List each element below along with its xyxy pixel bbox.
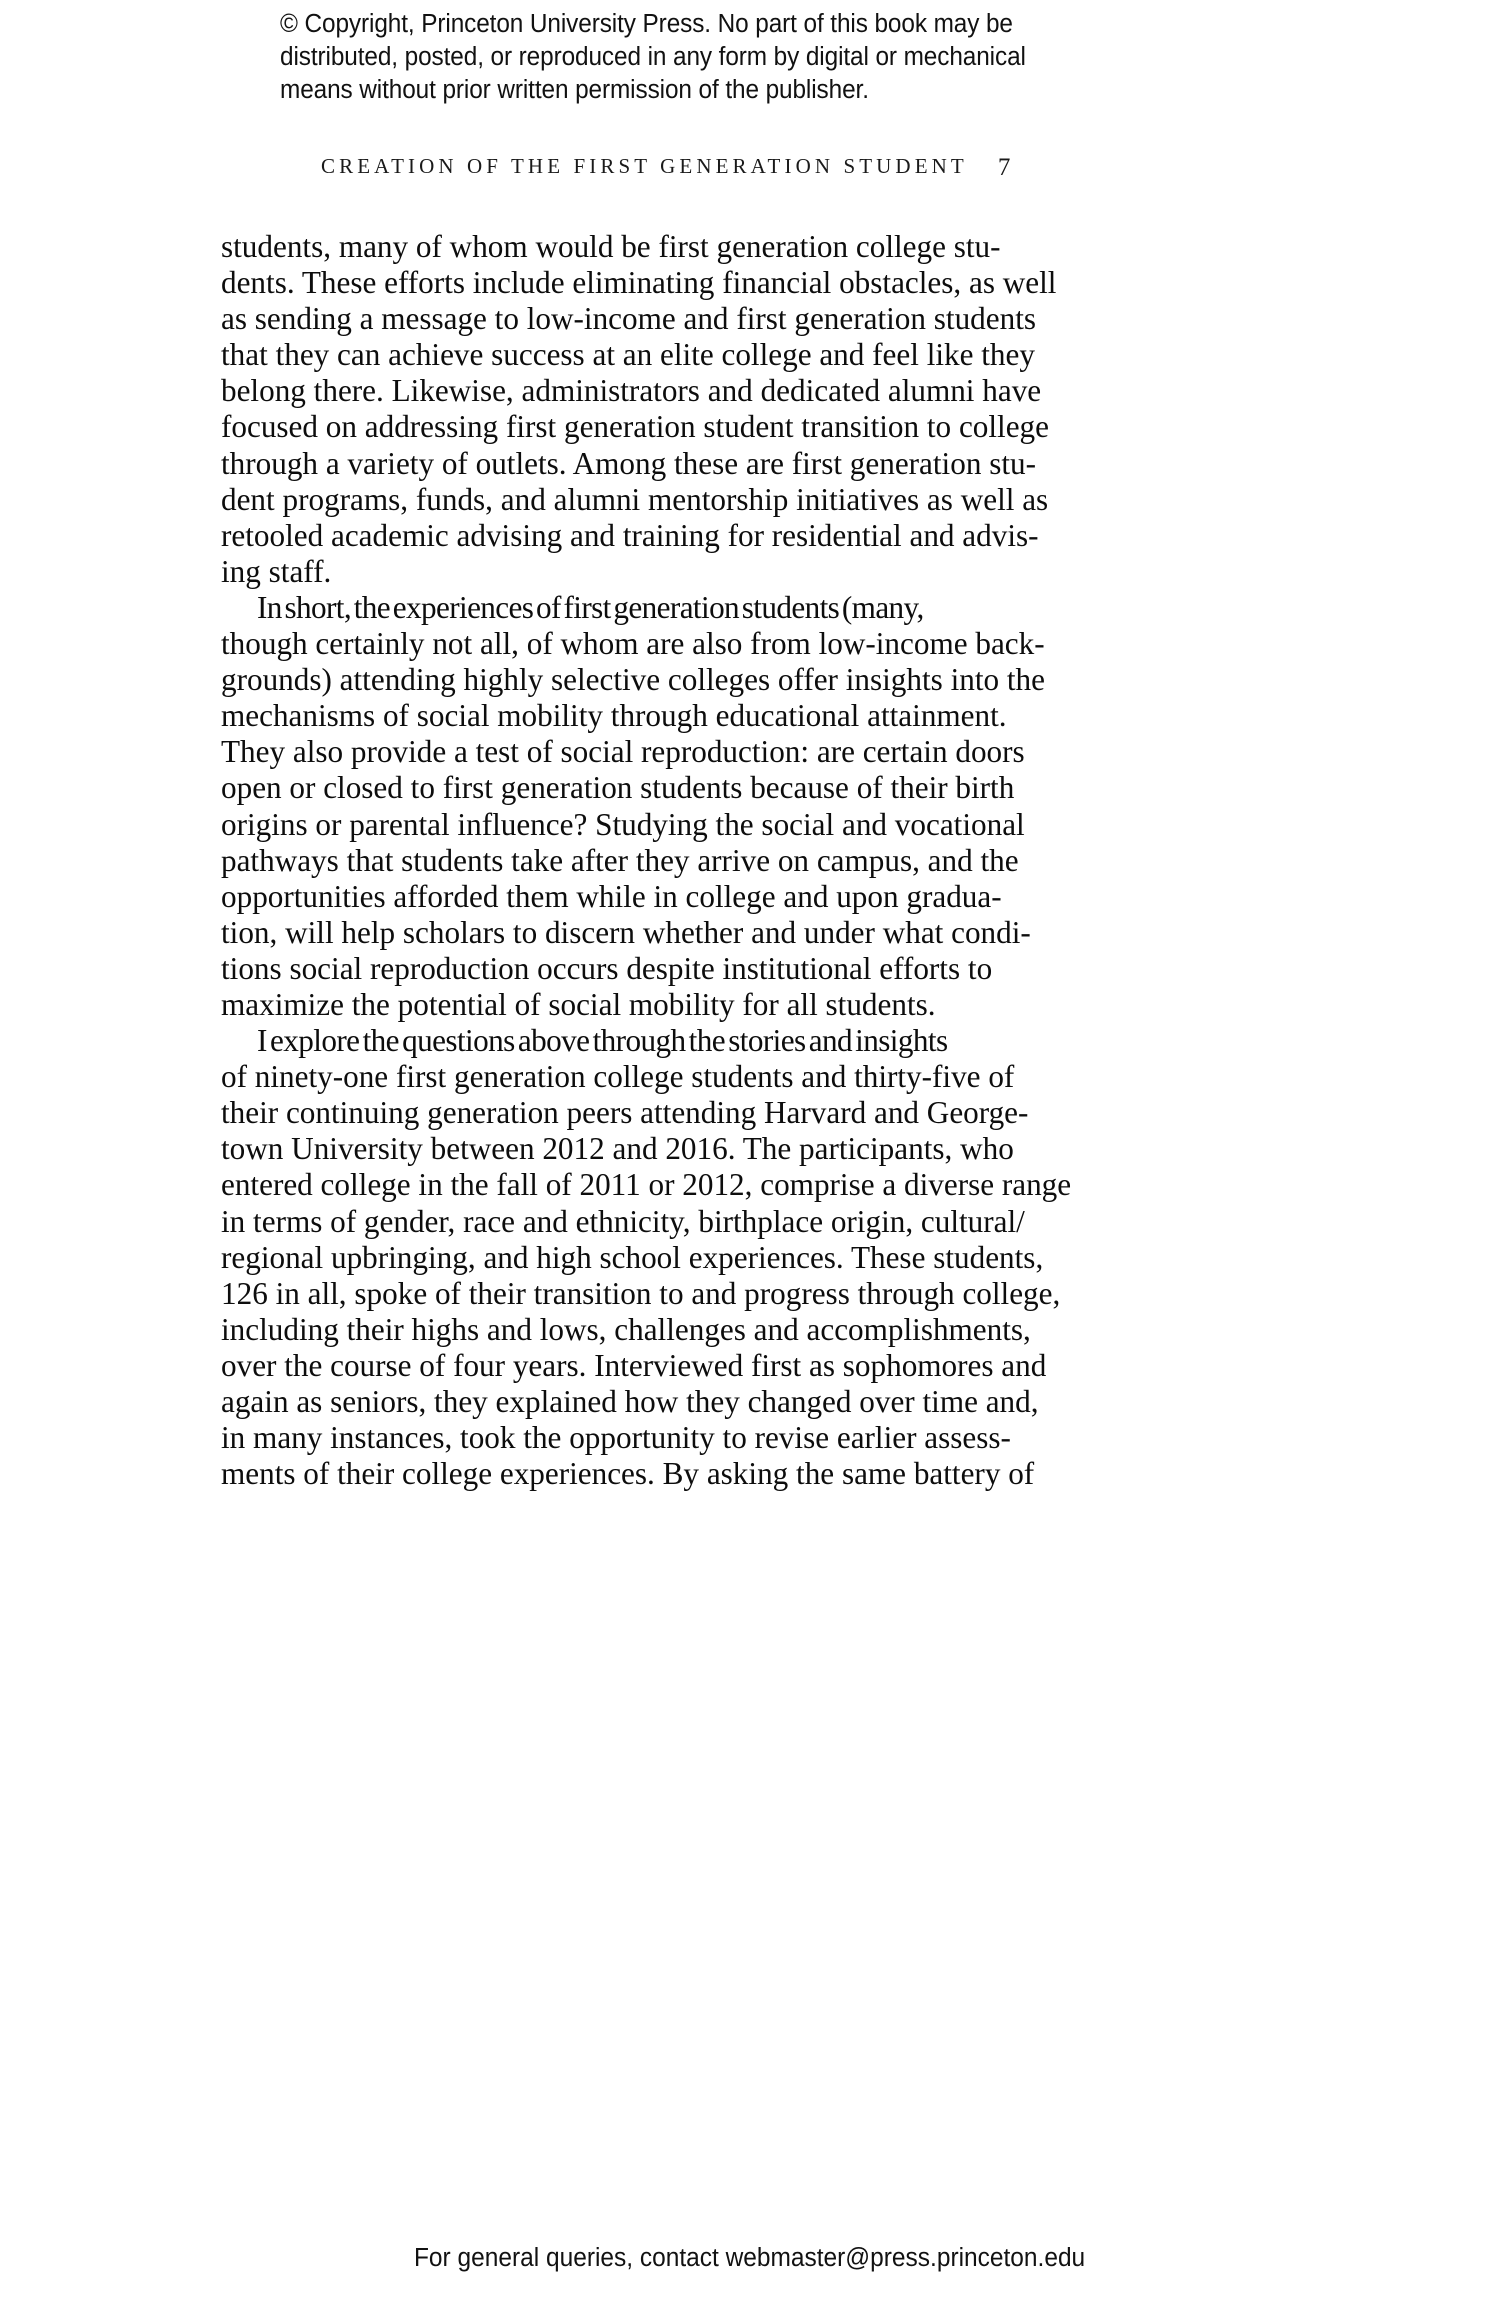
copyright-notice-line-1: © Copyright, Princeton University Press. No part of this book may be	[280, 10, 1013, 38]
text-line: tions social reproduction occurs despite institutional efforts to	[221, 950, 993, 986]
text-line: tion, will help scholars to discern whether and under what condi-	[221, 914, 1031, 950]
text-line: entered college in the fall of 2011 or 2012, comprise a diverse range	[221, 1167, 1072, 1203]
text-line: dent programs, funds, and alumni mentorship initiatives as well as	[221, 481, 1049, 517]
text-line: town University between 2012 and 2016. The participants, who	[221, 1131, 1014, 1167]
text-line: In short, the experiences of first generation students (many,	[257, 589, 924, 625]
footer-notice	[0, 2244, 1500, 2273]
copyright-notice	[280, 8, 1168, 107]
text-line: through a variety of outlets. Among these are first generation stu-	[221, 445, 1036, 481]
text-line: over the course of four years. Interviewed first as sophomores and	[221, 1347, 1047, 1383]
copyright-notice-line-2: distributed, posted, or reproduced in any form by digital or mechanical	[280, 43, 1026, 71]
text-line: open or closed to first generation students because of their birth	[221, 770, 1015, 806]
text-line: students, many of whom would be first generation college stu-	[221, 229, 1001, 264]
text-line: that they can achieve success at an elite college and feel like they	[221, 337, 1035, 373]
text-line: retooled academic advising and training for residential and advis-	[221, 517, 1039, 553]
page-number: 7	[997, 154, 1011, 181]
text-line: opportunities afforded them while in college and upon gradua-	[221, 878, 1002, 914]
text-line: dents. These efforts include eliminating financial obstacles, as well	[221, 265, 1057, 301]
paragraph-3	[221, 1023, 1274, 1492]
text-line: mechanisms of social mobility through educational attainment.	[221, 698, 1007, 734]
text-line: in terms of gender, race and ethnicity, birthplace origin, cultural/	[221, 1203, 1025, 1239]
text-line: their continuing generation peers attending Harvard and George-	[221, 1095, 1029, 1131]
text-line: origins or parental influence? Studying the social and vocational	[221, 806, 1025, 842]
text-line: including their highs and lows, challenges and accomplishments,	[221, 1311, 1031, 1347]
text-line: maximize the potential of social mobility for all students.	[221, 986, 936, 1022]
text-line: though certainly not all, of whom are also from low-income back-	[221, 626, 1045, 662]
text-line: pathways that students take after they arrive on campus, and the	[221, 842, 1019, 878]
running-head-title: CREATION OF THE FIRST GENERATION STUDENT	[321, 154, 968, 178]
body-text	[221, 229, 1274, 1492]
text-line: I explore the questions above through the stories and insights	[257, 1023, 948, 1059]
text-line: They also provide a test of social reproduction: are certain doors	[221, 734, 1025, 770]
running-head	[321, 152, 1201, 180]
copyright-notice-line-3: means without prior written permission of the publisher.	[280, 76, 869, 104]
text-line: as sending a message to low-income and first generation students	[221, 301, 1037, 337]
text-line: regional upbringing, and high school experiences. These students,	[221, 1239, 1044, 1275]
text-line: grounds) attending highly selective colleges offer insights into the	[221, 662, 1045, 698]
paragraph-2	[221, 590, 1274, 1023]
text-line: ing staff.	[221, 553, 332, 589]
text-line: again as seniors, they explained how they changed over time and,	[221, 1384, 1039, 1419]
footer-notice-text: For general queries, contact webmaster@press.princeton.edu	[414, 2244, 1086, 2272]
text-line: 126 in all, spoke of their transition to and progress through college,	[221, 1275, 1061, 1311]
text-line: belong there. Likewise, administrators and dedicated alumni have	[221, 373, 1042, 409]
paragraph-1	[221, 229, 1274, 590]
text-line: in many instances, took the opportunity to revise earlier assess-	[221, 1420, 1011, 1456]
text-line: focused on addressing first generation student transition to college	[221, 409, 1049, 445]
text-line: ments of their college experiences. By asking the same battery of	[221, 1456, 1035, 1492]
text-line: of ninety-one first generation college students and thirty-five of	[221, 1059, 1015, 1095]
